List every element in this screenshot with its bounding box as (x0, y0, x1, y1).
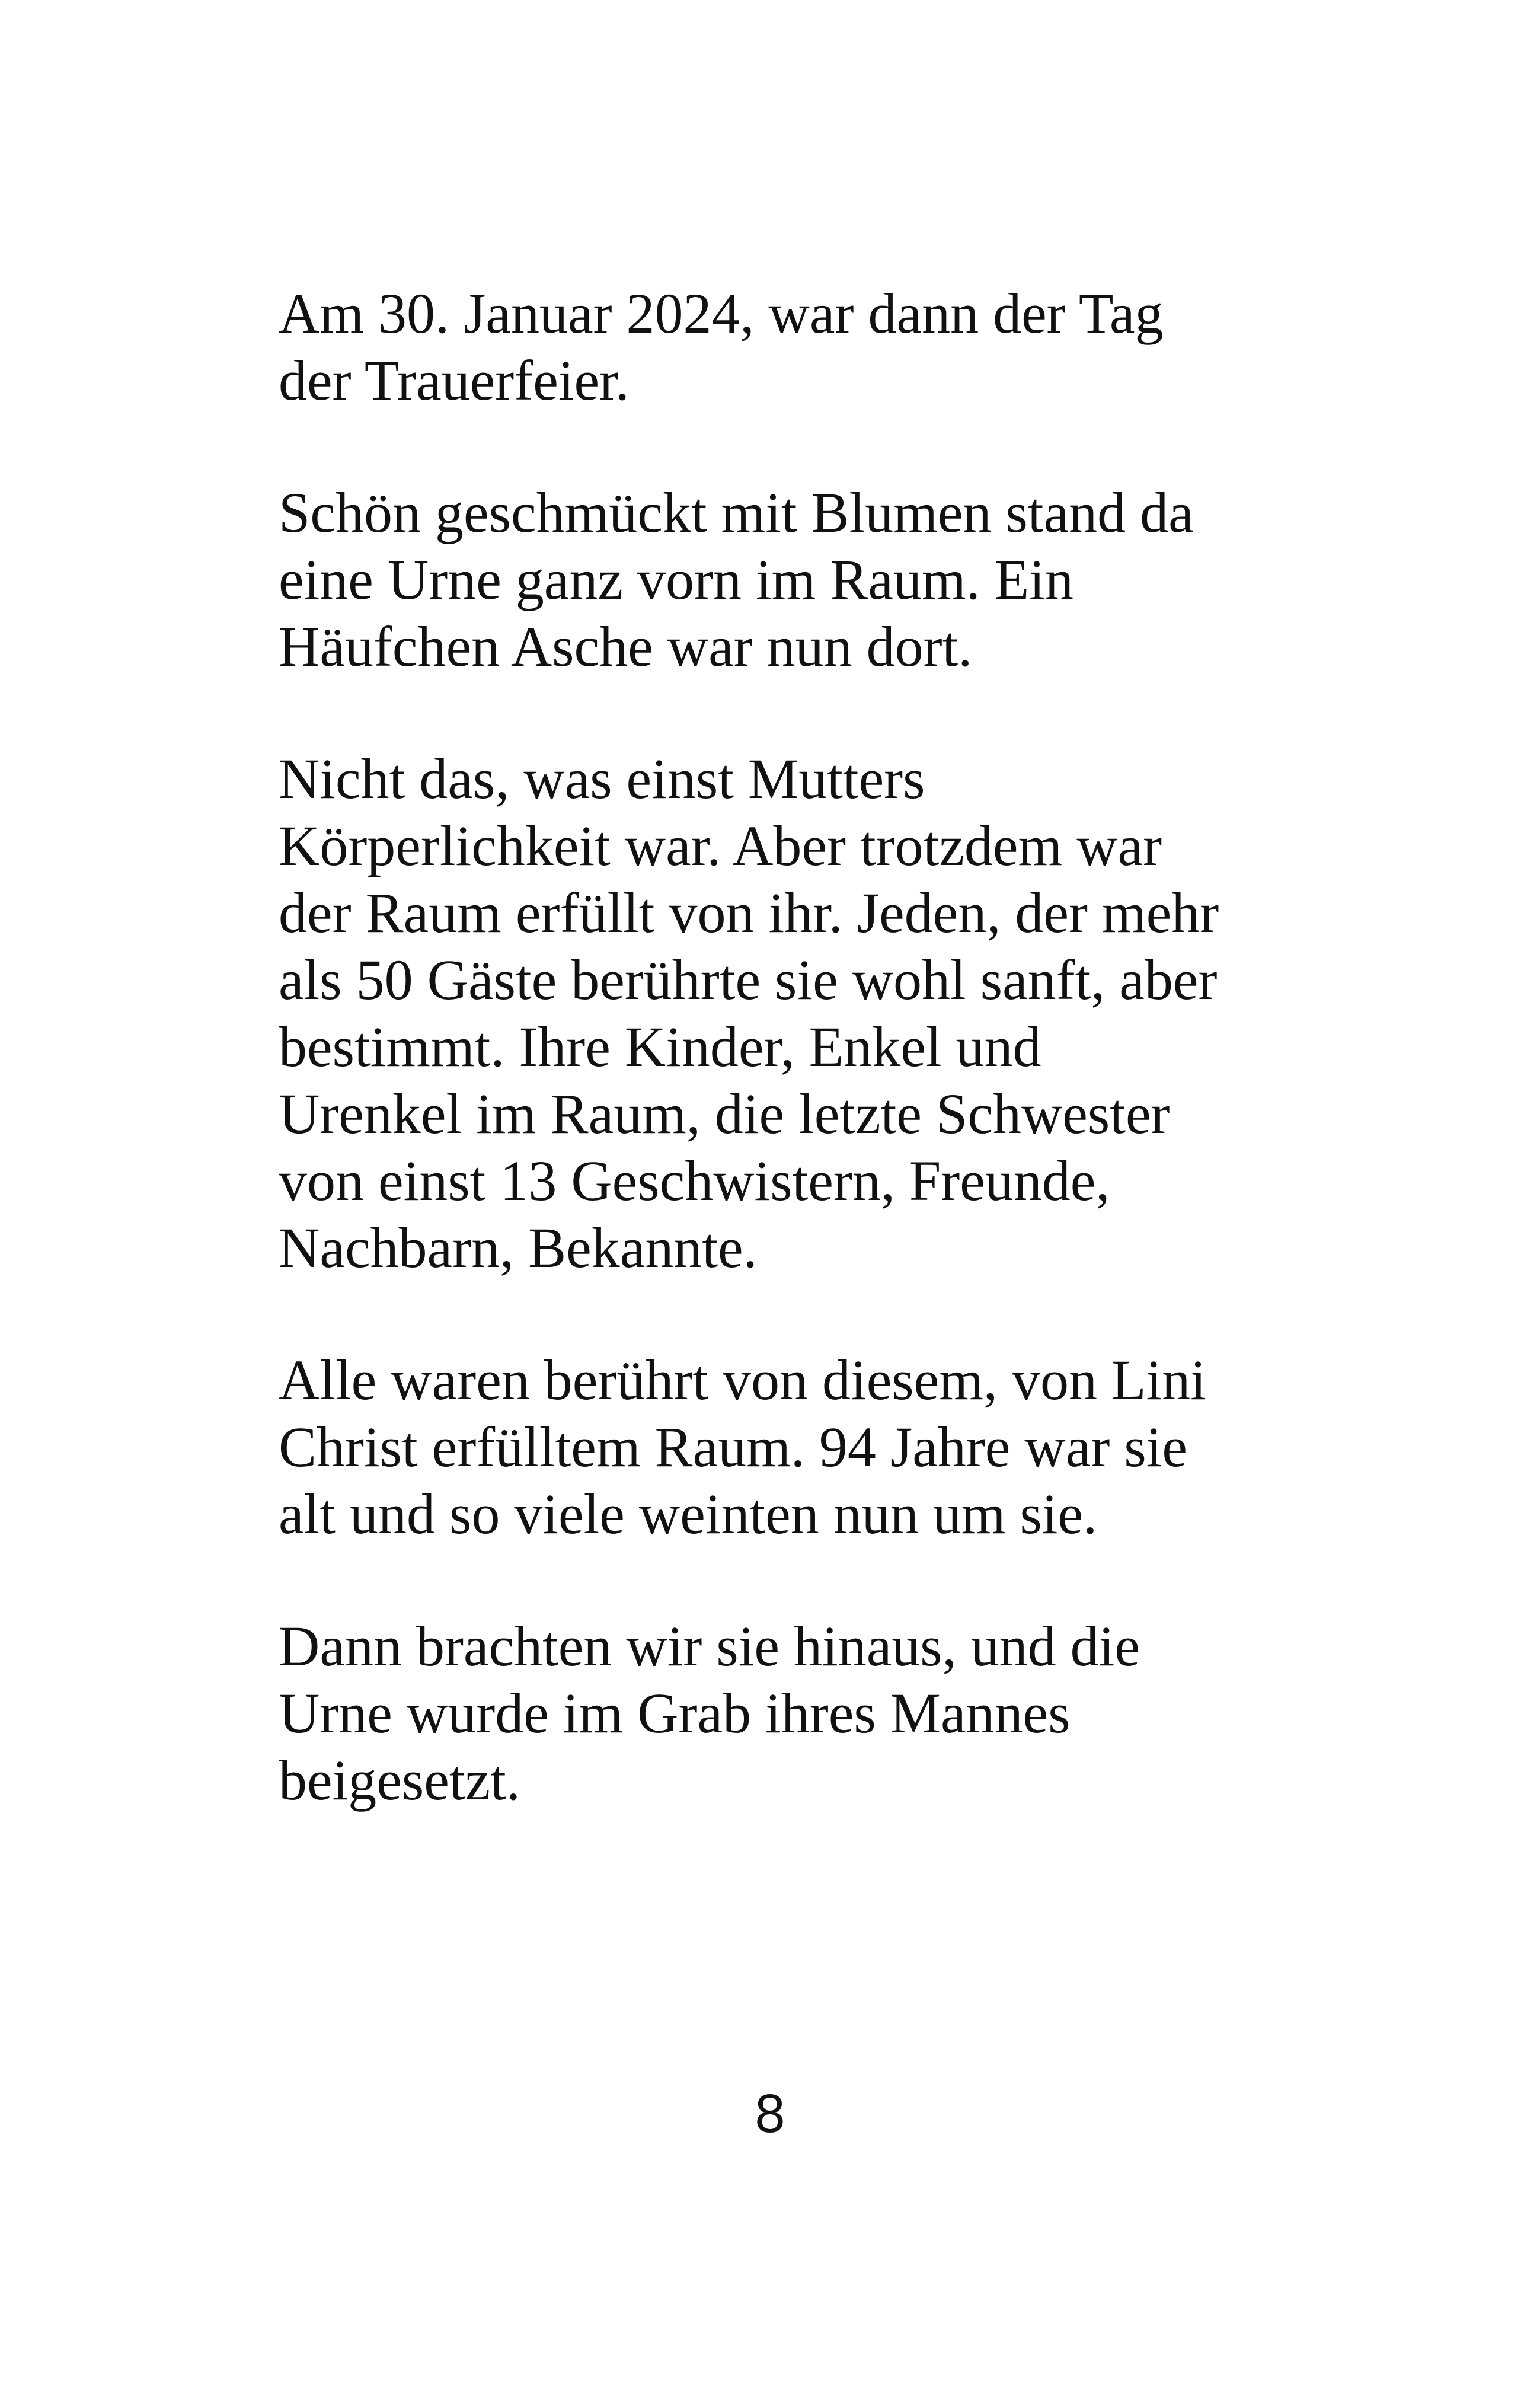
text-line: Schön geschmückt mit Blumen stand da (279, 481, 1194, 544)
text-line: Nicht das, was einst Mutters (279, 747, 925, 810)
text-line: Alle waren berührt von diesem, von Lini (279, 1348, 1206, 1412)
text-line: eine Urne ganz vorn im Raum. Ein (279, 548, 1073, 611)
page-number: 8 (755, 2083, 785, 2144)
paragraph-1 (279, 280, 1298, 414)
paragraph-2 (279, 479, 1298, 680)
text-line: von einst 13 Geschwistern, Freunde, (279, 1149, 1110, 1212)
text-line: alt und so viele weinten nun um sie. (279, 1482, 1098, 1546)
text-line: Dann brachten wir sie hinaus, und die (279, 1614, 1140, 1678)
text-line: bestimmt. Ihre Kinder, Enkel und (279, 1015, 1041, 1078)
text-line: beigesetzt. (279, 1748, 520, 1812)
text-line: Urne wurde im Grab ihres Mannes (279, 1681, 1071, 1745)
text-line: Körperlichkeit war. Aber trotzdem war (279, 814, 1162, 877)
body-text (279, 280, 1298, 1879)
text-line: Nachbarn, Bekannte. (279, 1216, 758, 1279)
text-line: der Trauerfeier. (279, 349, 630, 412)
paragraph-4 (279, 1346, 1298, 1547)
text-line: Urenkel im Raum, die letzte Schwester (279, 1082, 1170, 1145)
text-line: als 50 Gäste berührte sie wohl sanft, aber (279, 948, 1218, 1011)
text-line: der Raum erfüllt von ihr. Jeden, der mehr (279, 881, 1219, 944)
text-line: Am 30. Januar 2024, war dann der Tag (279, 282, 1164, 345)
text-line: Häufchen Asche war nun dort. (279, 615, 973, 678)
text-line: Christ erfülltem Raum. 94 Jahre war sie (279, 1415, 1187, 1479)
paragraph-5 (279, 1613, 1298, 1814)
paragraph-3 (279, 745, 1298, 1281)
